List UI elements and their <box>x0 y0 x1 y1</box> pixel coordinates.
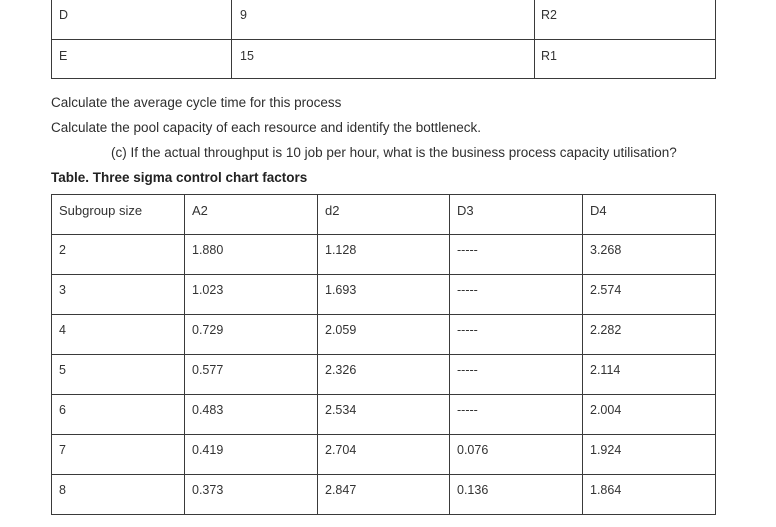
cell-a2: 0.373 <box>192 483 224 497</box>
header-subgroup-size: Subgroup size <box>59 203 143 218</box>
table-grid-line <box>51 274 716 275</box>
table-grid-line <box>51 474 716 475</box>
cell-a2: 0.483 <box>192 403 224 417</box>
table-grid-line <box>51 434 716 435</box>
cell-subgroup-size: 7 <box>59 443 66 457</box>
table-grid-line <box>51 514 716 515</box>
cell-d2: 2.326 <box>325 363 357 377</box>
top-table-row-d-resource: R2 <box>541 8 557 22</box>
cell-a2: 0.419 <box>192 443 224 457</box>
cell-d4: 2.282 <box>590 323 622 337</box>
cell-a2: 0.577 <box>192 363 224 377</box>
question-capacity-utilisation: (c) If the actual throughput is 10 job per hour, what is the business process capacity utilisation? <box>111 145 677 160</box>
cell-d4: 2.114 <box>590 363 621 377</box>
cell-subgroup-size: 2 <box>59 243 66 257</box>
cell-subgroup-size: 3 <box>59 283 66 297</box>
cell-d4: 2.004 <box>590 403 622 417</box>
top-table-row-e-time: 15 <box>240 49 254 63</box>
header-d2: d2 <box>325 203 340 218</box>
table-grid-line <box>51 314 716 315</box>
cell-d2: 1.693 <box>325 283 357 297</box>
cell-a2: 1.023 <box>192 283 224 297</box>
table-grid-line <box>51 354 716 355</box>
cell-d3: ----- <box>457 363 478 377</box>
top-table-row-e-resource: R1 <box>541 49 557 63</box>
cell-subgroup-size: 8 <box>59 483 66 497</box>
cell-d2: 2.704 <box>325 443 357 457</box>
cell-d4: 2.574 <box>590 283 622 297</box>
cell-a2: 1.880 <box>192 243 224 257</box>
factors-table-caption: Table. Three sigma control chart factors <box>51 170 308 185</box>
header-d3: D3 <box>457 203 474 218</box>
cell-d3: 0.136 <box>457 483 489 497</box>
cell-subgroup-size: 4 <box>59 323 66 337</box>
cell-subgroup-size: 5 <box>59 363 66 377</box>
question-average-cycle-time: Calculate the average cycle time for this process <box>51 95 342 110</box>
cell-d3: ----- <box>457 283 478 297</box>
table-grid-line <box>51 234 716 235</box>
cell-d4: 1.924 <box>590 443 622 457</box>
top-table-row-d-time: 9 <box>240 8 247 22</box>
cell-d2: 2.059 <box>325 323 357 337</box>
cell-subgroup-size: 6 <box>59 403 66 417</box>
top-table-row-e-activity: E <box>59 49 68 63</box>
cell-d2: 2.847 <box>325 483 357 497</box>
cell-d4: 3.268 <box>590 243 622 257</box>
cell-d2: 1.128 <box>325 243 357 257</box>
top-table-row-d-activity: D <box>59 8 69 22</box>
cell-d4: 1.864 <box>590 483 622 497</box>
cell-d3: ----- <box>457 323 478 337</box>
table-grid-line <box>51 394 716 395</box>
header-a2: A2 <box>192 203 208 218</box>
cell-d3: 0.076 <box>457 443 489 457</box>
header-d4: D4 <box>590 203 607 218</box>
cell-d2: 2.534 <box>325 403 357 417</box>
cell-d3: ----- <box>457 403 478 417</box>
cell-d3: ----- <box>457 243 478 257</box>
table-grid-line <box>51 194 716 195</box>
question-pool-capacity: Calculate the pool capacity of each resource and identify the bottleneck. <box>51 120 482 135</box>
cell-a2: 0.729 <box>192 323 224 337</box>
